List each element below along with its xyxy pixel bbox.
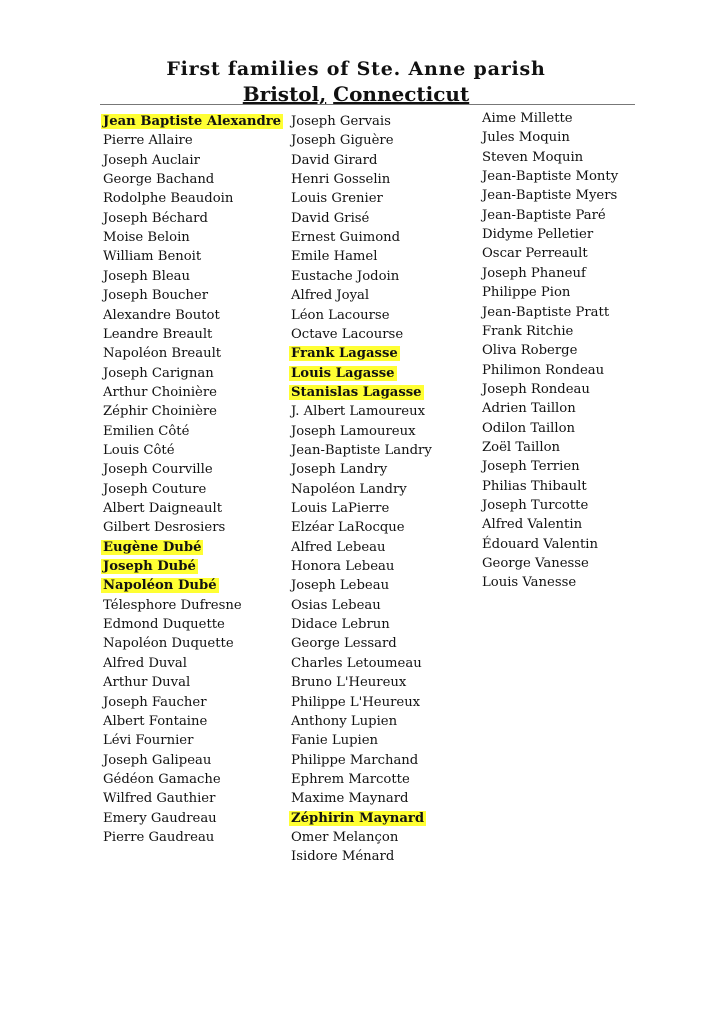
name-text: Jean-Baptiste Pratt — [482, 304, 610, 320]
name-text: Louis LaPierre — [291, 501, 390, 516]
name-text: Charles Letoumeau — [291, 655, 422, 671]
name-text: Zoël Taillon — [482, 439, 561, 455]
name-entry — [482, 419, 575, 438]
name-text: Omer Melançon — [291, 829, 399, 845]
subtitle-state: Connecticut — [333, 82, 470, 106]
name-entry — [103, 402, 217, 421]
name-text: Joseph Phaneuf — [482, 265, 586, 281]
name-text: Aime Millette — [482, 111, 573, 126]
name-entry — [291, 170, 390, 189]
name-entry — [291, 789, 408, 808]
name-text: Joseph Terrien — [482, 459, 580, 475]
name-text: Osias Lebeau — [291, 597, 381, 613]
name-entry — [103, 673, 190, 692]
name-text: Philippe Pion — [482, 285, 571, 301]
name-text: Gilbert Desrosiers — [103, 520, 226, 536]
name-text: Joseph Gervais — [291, 114, 391, 129]
name-entry — [482, 535, 598, 554]
name-text: David Grisé — [291, 210, 370, 226]
name-entry — [291, 441, 432, 460]
name-entry — [291, 518, 405, 537]
name-entry — [103, 693, 207, 712]
name-text: Didace Lebrun — [291, 617, 390, 633]
name-entry — [291, 770, 410, 789]
name-entry — [103, 306, 220, 325]
name-entry — [291, 538, 386, 557]
name-text: Arthur Choinière — [103, 384, 217, 400]
name-entry — [482, 225, 593, 244]
name-text: Joseph Lebeau — [291, 578, 390, 594]
name-text: Philimon Rondeau — [482, 362, 605, 378]
name-text: Joseph Boucher — [103, 288, 209, 304]
name-text: Oliva Roberge — [482, 343, 578, 359]
name-text: Joseph Carignan — [103, 365, 214, 381]
name-text: George Vanesse — [482, 556, 589, 572]
name-entry — [103, 286, 208, 305]
name-entry — [291, 228, 400, 247]
name-text: Napoléon Duquette — [103, 636, 234, 652]
name-text: Jean-Baptiste Monty — [482, 169, 619, 185]
name-entry — [103, 634, 234, 653]
name-text: Napoléon Dubé — [103, 578, 217, 594]
name-text: Philias Thibault — [482, 478, 587, 494]
name-entry — [103, 209, 208, 228]
name-text: Louis Côté — [103, 442, 175, 458]
name-text: Joseph Courville — [103, 462, 213, 478]
name-entry — [103, 712, 207, 731]
name-entry — [291, 499, 389, 518]
name-text: Joseph Couture — [103, 481, 207, 497]
name-text: Fanie Lupien — [291, 733, 379, 749]
name-entry — [482, 496, 588, 515]
name-text: Alfred Duval — [103, 655, 187, 671]
name-entry — [482, 341, 577, 360]
name-entry — [482, 515, 582, 534]
name-entry — [103, 344, 221, 363]
name-entry — [103, 770, 221, 789]
name-text: Jean-Baptiste Myers — [482, 188, 618, 204]
name-text: Gédéon Gamache — [103, 771, 221, 787]
name-entry — [482, 244, 588, 263]
name-entry — [103, 809, 217, 828]
name-text: Alexandre Boutot — [103, 307, 220, 323]
subtitle-city: Bristol, — [242, 82, 327, 106]
name-entry — [482, 206, 606, 225]
name-entry — [482, 380, 590, 399]
name-entry — [291, 634, 397, 653]
name-text: Arthur Duval — [103, 675, 191, 691]
name-text: Philippe L'Heureux — [291, 694, 421, 710]
name-text: Albert Fontaine — [103, 713, 208, 729]
name-entry — [291, 847, 394, 866]
name-text: Emile Hamel — [291, 249, 378, 265]
name-text: Edmond Duquette — [103, 617, 225, 633]
name-entry — [482, 438, 560, 457]
name-entry — [291, 654, 422, 673]
name-text: Pierre Allaire — [103, 133, 193, 149]
name-entry — [103, 518, 225, 537]
name-entry — [291, 731, 378, 750]
name-entry — [482, 554, 589, 573]
name-entry — [291, 402, 425, 421]
name-text: Télesphore Dufresne — [103, 597, 242, 613]
name-text: Wilfred Gauthier — [103, 791, 216, 807]
name-text: Adrien Taillon — [482, 401, 576, 417]
name-entry — [482, 361, 604, 380]
name-entry — [482, 283, 570, 302]
name-text: George Bachand — [103, 172, 215, 188]
name-entry — [291, 557, 394, 576]
name-entry — [103, 170, 214, 189]
name-entry — [482, 148, 583, 167]
name-entry — [482, 322, 573, 341]
name-text: Pierre Gaudreau — [103, 829, 215, 845]
name-entry — [482, 477, 587, 496]
name-text: Octave Lacourse — [291, 326, 404, 342]
name-entry — [103, 325, 212, 344]
name-text: Napoléon Landry — [291, 481, 407, 497]
name-entry — [291, 673, 406, 692]
name-entry — [103, 828, 214, 847]
name-text: Ephrem Marcotte — [291, 771, 410, 787]
name-text: Rodolphe Beaudoin — [103, 191, 234, 207]
name-text: Jean-Baptiste Paré — [482, 207, 606, 223]
name-entry — [291, 131, 394, 150]
name-text: Albert Daigneault — [103, 501, 223, 516]
name-entry — [291, 576, 389, 595]
highlighted-name — [103, 576, 219, 595]
name-text: Steven Moquin — [482, 149, 584, 165]
name-text: Frank Lagasse — [291, 346, 398, 362]
title-rule — [100, 104, 635, 105]
name-entry — [291, 422, 416, 441]
name-entry — [103, 247, 201, 266]
name-entry — [103, 189, 233, 208]
name-text: Eustache Jodoin — [291, 268, 400, 284]
name-entry — [482, 167, 618, 186]
page-subtitle — [0, 82, 712, 106]
name-text: Joseph Rondeau — [482, 381, 590, 397]
page-title: First families of Ste. Anne parish — [166, 58, 546, 80]
name-text: Joseph Dubé — [103, 559, 196, 575]
name-text: Odilon Taillon — [482, 420, 576, 436]
name-text: Alfred Joyal — [291, 288, 370, 304]
name-text: Jean Baptiste Alexandre — [103, 114, 282, 129]
highlighted-name — [103, 112, 283, 131]
name-entry — [103, 422, 189, 441]
name-entry — [291, 693, 420, 712]
name-entry — [291, 286, 369, 305]
name-entry — [103, 751, 211, 770]
name-entry — [482, 186, 617, 205]
name-entry — [103, 267, 190, 286]
name-text: Joseph Bleau — [103, 268, 190, 284]
name-text: Anthony Lupien — [291, 713, 398, 729]
name-text: Louis Lagasse — [291, 365, 395, 381]
name-entry — [291, 712, 397, 731]
name-entry — [103, 460, 213, 479]
name-entry — [291, 189, 383, 208]
name-text: Joseph Turcotte — [482, 498, 589, 513]
name-text: Jules Moquin — [482, 130, 570, 146]
name-entry — [482, 399, 576, 418]
name-text: Édouard Valentin — [482, 536, 599, 552]
name-text: Stanislas Lagasse — [291, 384, 422, 400]
name-text: Jean-Baptiste Landry — [291, 442, 432, 458]
name-text: Zéphirin Maynard — [291, 810, 425, 826]
name-entry — [103, 383, 217, 402]
name-text: Honora Lebeau — [291, 559, 395, 575]
name-text: Philippe Marchand — [291, 752, 419, 768]
name-entry — [103, 596, 242, 615]
name-text: Joseph Lamoureux — [291, 423, 416, 439]
name-text: Joseph Landry — [291, 462, 388, 478]
name-text: J. Albert Lamoureux — [291, 404, 426, 420]
name-text: Emery Gaudreau — [103, 810, 217, 826]
name-text: Léon Lacourse — [291, 307, 390, 323]
name-entry — [103, 789, 215, 808]
name-text: Leandre Breault — [103, 326, 213, 342]
name-entry — [482, 128, 570, 147]
name-entry — [103, 731, 193, 750]
highlighted-name — [291, 383, 424, 402]
name-text: David Girard — [291, 152, 378, 168]
name-text: Joseph Giguère — [291, 133, 394, 149]
name-text: George Lessard — [291, 636, 397, 652]
name-entry — [291, 828, 398, 847]
highlighted-name — [103, 557, 198, 576]
name-entry — [291, 151, 377, 170]
name-text: Napoléon Breault — [103, 346, 222, 362]
name-text: Bruno L'Heureux — [291, 675, 407, 691]
name-text: Elzéar LaRocque — [291, 520, 405, 536]
name-text: Moise Beloin — [103, 230, 190, 246]
name-entry — [291, 112, 391, 131]
name-entry — [291, 596, 381, 615]
name-text: Ernest Guimond — [291, 230, 401, 246]
highlighted-name — [291, 364, 397, 383]
name-entry — [291, 325, 403, 344]
name-text: Joseph Galipeau — [103, 752, 212, 768]
name-text: Louis Vanesse — [482, 575, 577, 591]
name-text: Joseph Auclair — [103, 152, 200, 168]
name-text: Emilien Côté — [103, 423, 190, 439]
name-text: Alfred Lebeau — [291, 539, 386, 555]
name-entry — [291, 480, 407, 499]
highlighted-name — [291, 809, 426, 828]
name-entry — [291, 751, 418, 770]
name-entry — [291, 306, 390, 325]
name-text: Oscar Perreault — [482, 246, 588, 262]
name-text: Henri Gosselin — [291, 172, 391, 188]
name-text: Eugène Dubé — [103, 539, 202, 555]
name-entry — [103, 364, 214, 383]
name-text: Isidore Ménard — [291, 849, 395, 865]
name-entry — [482, 457, 580, 476]
name-entry — [482, 303, 609, 322]
name-entry — [103, 499, 222, 518]
name-text: William Benoit — [103, 249, 202, 265]
name-entry — [482, 264, 586, 283]
name-entry — [103, 228, 190, 247]
name-entry — [482, 109, 573, 128]
name-entry — [291, 615, 390, 634]
name-text: Maxime Maynard — [291, 791, 409, 807]
name-entry — [291, 247, 377, 266]
name-text: Frank Ritchie — [482, 323, 574, 339]
name-text: Alfred Valentin — [482, 517, 583, 533]
name-text: Joseph Béchard — [103, 210, 208, 226]
name-entry — [103, 441, 175, 460]
name-text: Zéphir Choinière — [103, 404, 217, 420]
name-entry — [482, 573, 576, 592]
name-entry — [291, 209, 369, 228]
name-entry — [291, 267, 399, 286]
highlighted-name — [103, 538, 203, 557]
name-text: Lévi Fournier — [103, 733, 194, 749]
name-entry — [103, 654, 187, 673]
name-text: Joseph Faucher — [103, 694, 207, 710]
name-text: Louis Grenier — [291, 191, 383, 207]
name-entry — [291, 460, 387, 479]
name-entry — [103, 131, 193, 150]
name-entry — [103, 480, 206, 499]
name-entry — [103, 151, 200, 170]
name-entry — [103, 615, 225, 634]
highlighted-name — [291, 344, 400, 363]
name-text: Didyme Pelletier — [482, 227, 594, 243]
